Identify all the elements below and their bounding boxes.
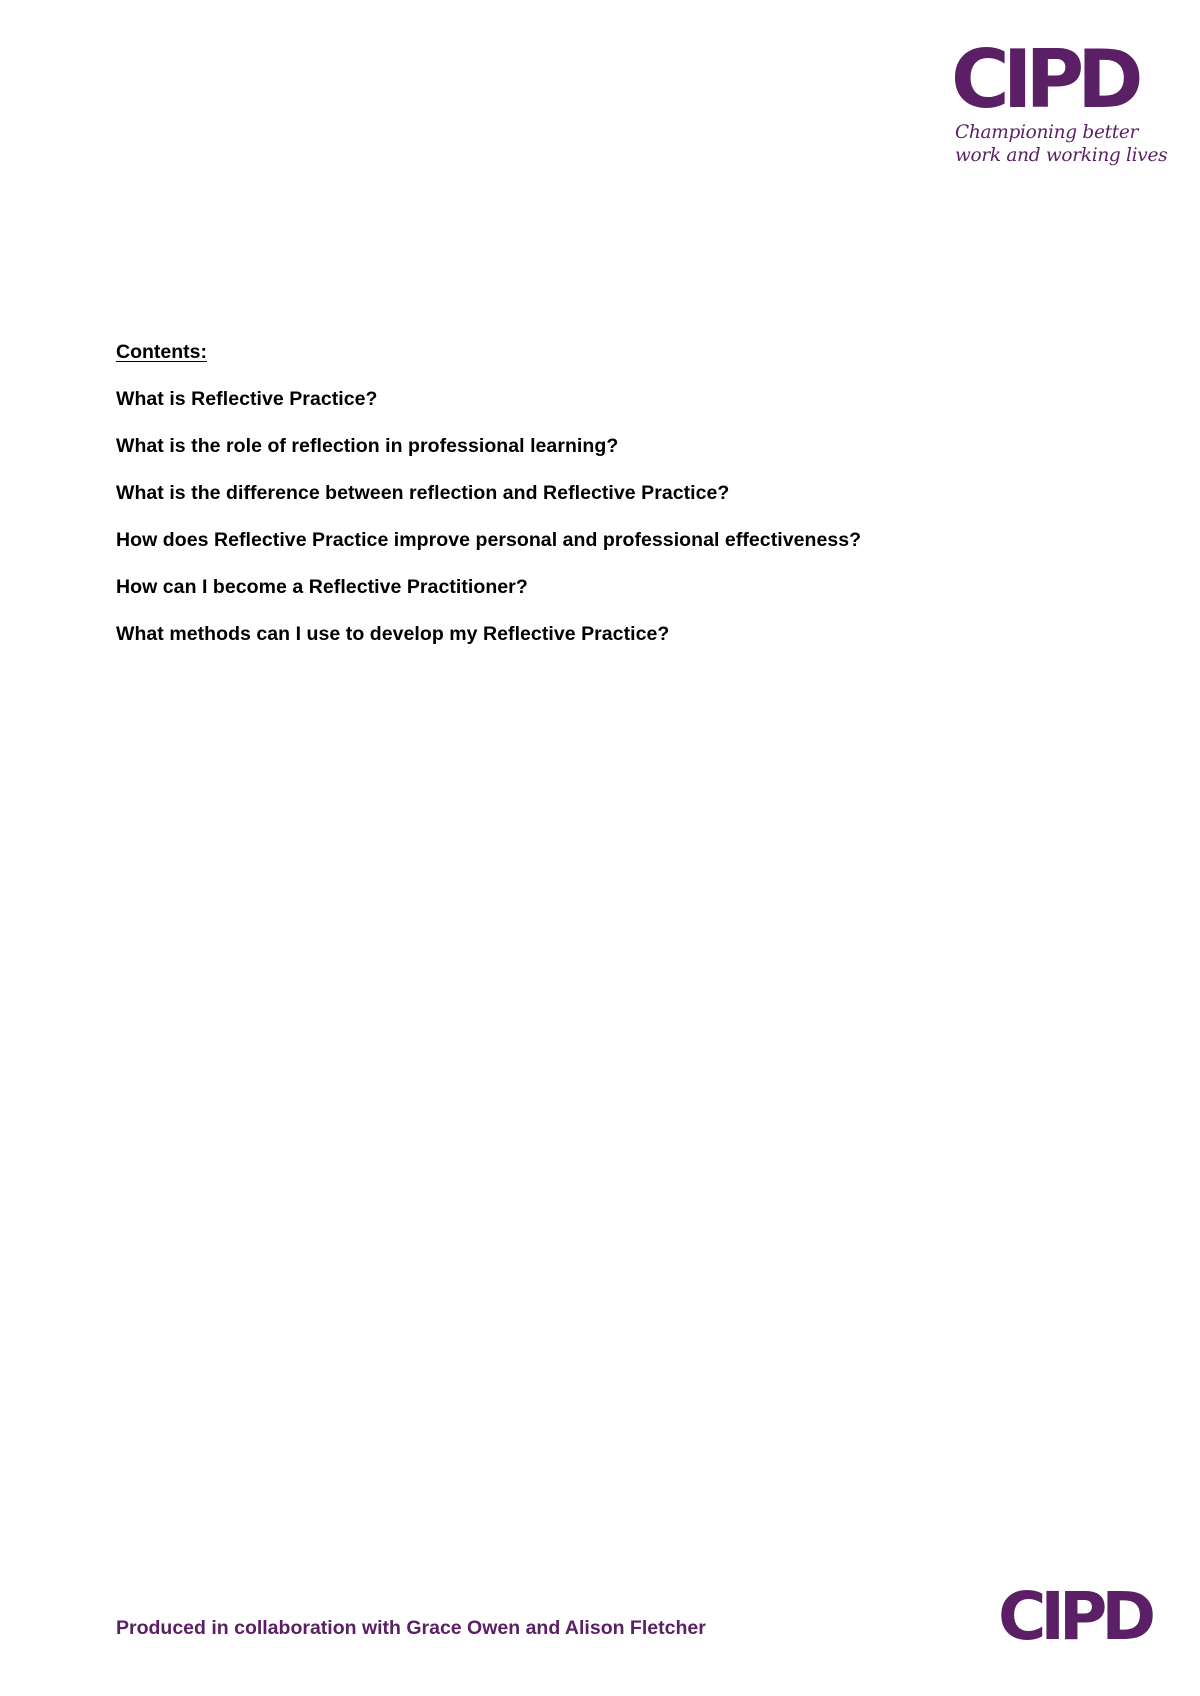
cipd-logo-bottom: CIPD (998, 1578, 1151, 1655)
contents-item-difference-reflection-practice: What is the difference between reflection and Reflective Practice? (116, 482, 730, 504)
contents-section (116, 340, 1066, 646)
contents-heading: Contents: (116, 341, 207, 363)
contents-item-what-is-reflective-practice: What is Reflective Practice? (116, 388, 378, 410)
contents-item-become-practitioner: How can I become a Reflective Practitioner? (116, 576, 528, 598)
logo-tagline-line1: Championing better (955, 122, 1139, 143)
contents-item-methods: What methods can I use to develop my Reflective Practice? (116, 623, 670, 645)
footer-credit: Produced in collaboration with Grace Owen and Alison Fletcher (116, 1617, 706, 1639)
cipd-logo-wordmark: CIPD (951, 33, 1137, 126)
contents-item-improve-effectiveness: How does Reflective Practice improve personal and professional effectiveness? (116, 529, 862, 551)
logo-tagline-line2: work and working lives (955, 145, 1168, 166)
cipd-logo-top (951, 33, 1170, 166)
contents-list (116, 387, 1066, 646)
contents-item-role-of-reflection: What is the role of reflection in professional learning? (116, 435, 619, 457)
